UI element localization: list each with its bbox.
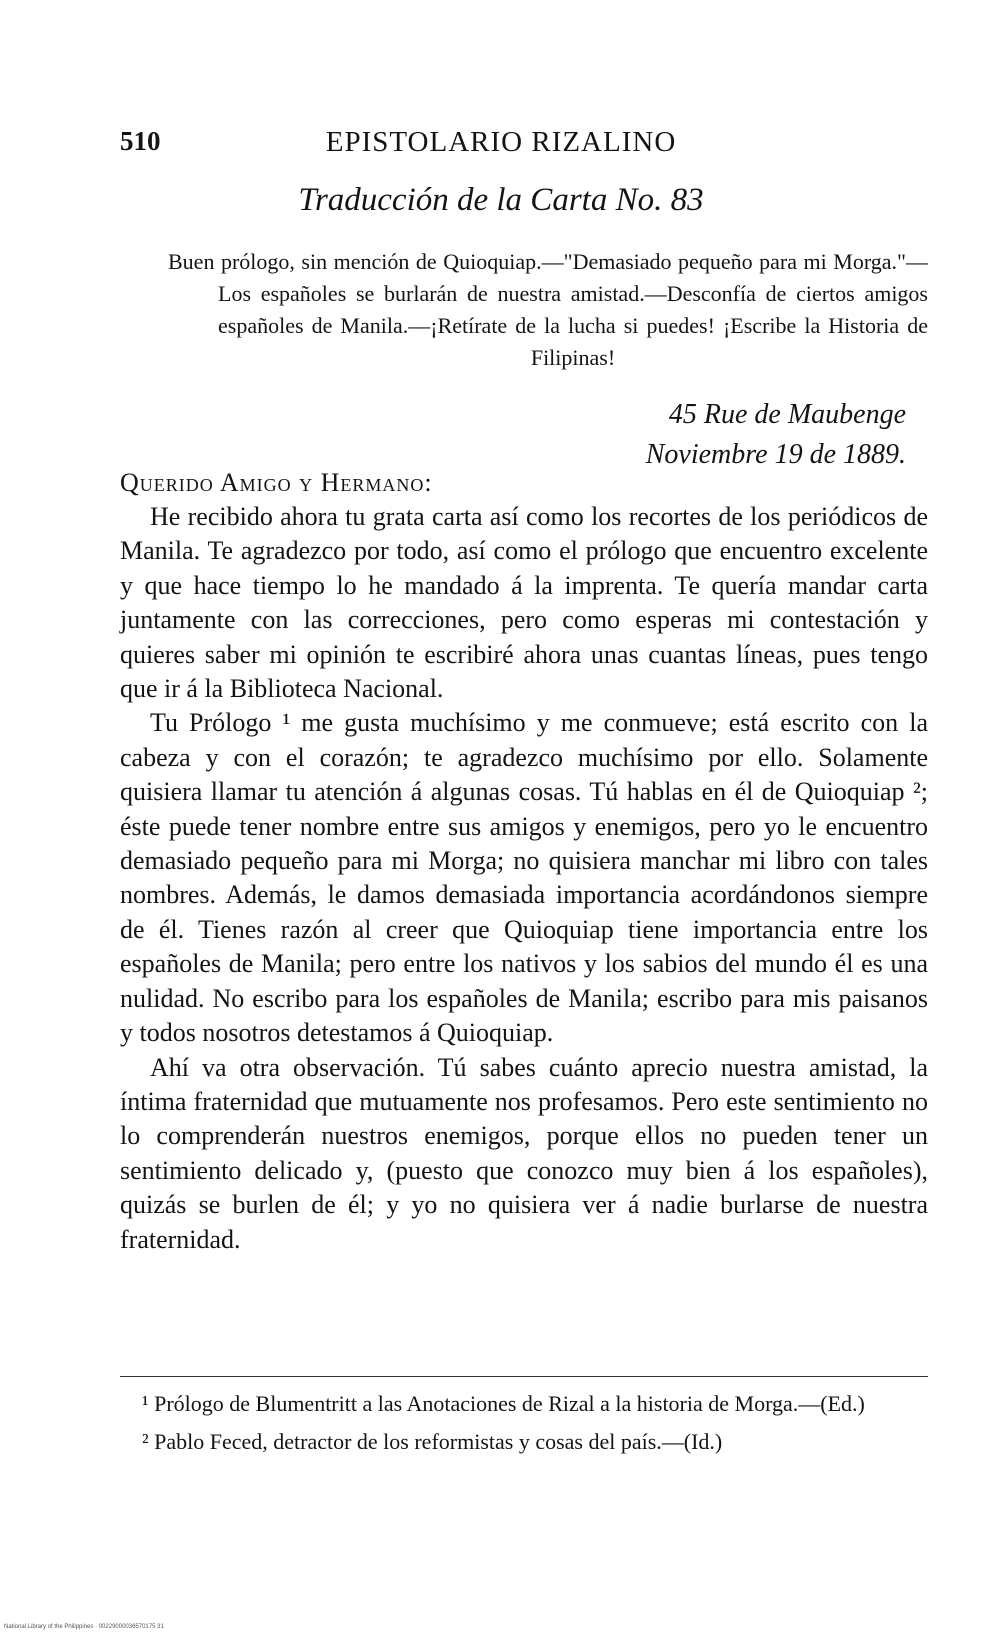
paragraph: He recibido ahora tu grata carta así como los recortes de los periódicos de Manila. Te agradezco por todo, así como el prólogo que encuentro excelente y que hace tiempo lo he mandado á la imprenta. Te quería mandar carta juntamente con las correcciones, pero como esperas mi contestación y quieres saber mi opinión te escribiré ahora unas cuantas líneas, pues tengo que ir á la Biblioteca Nacional.	[120, 502, 928, 704]
letter-summary: Buen prólogo, sin mención de Quioquiap.—"Demasiado pequeño para mi Morga."—Los españoles se burlarán de nuestra amistad.—Desconfía de ciertos amigos españoles de Manila.—¡Retírate de la lucha si puedes! ¡Escribe la Historia de Filipinas!	[168, 249, 928, 370]
paragraph: Tu Prólogo ¹ me gusta muchísimo y me conmueve; está escrito con la cabeza y con el corazón; te agradezco muchísimo por ello. Solamente quisiera llamar tu atención á algunas cosas. Tú hablas en él de Quioquiap ²; éste puede tener nombre entre sus amigos y enemigos, pero yo le encuentro demasiado pequeño para mi Morga; no quisiera manchar mi libro con tales nombres. Además, le damos demasiada importancia acordándonos siempre de él. Tienes razón al creer que Quioquiap tiene importancia entre los españoles de Manila; pero entre los nativos y los sabios del mundo él es una nulidad. No escribo para los españoles de Manila; escribo para mis paisanos y todos nosotros detestamos á Quioquiap.	[120, 708, 928, 1048]
scan-credit: National Library of the Philippines · 00229000036570175 31	[4, 1624, 164, 1630]
paragraph: Ahí va otra observación. Tú sabes cuánto aprecio nuestra amistad, la íntima fraternidad que mutuamente nos profesamos. Pero este sentimiento no lo comprenderán nuestros enemigos, porque ellos no pueden tener un sentimiento delicado y, (puesto que conozco muy bien á los españoles), quizás se burlen de él; y yo no quisiera ver á nadie burlarse de nuestra fraternidad.	[120, 1052, 928, 1254]
page-number: 510	[120, 126, 161, 156]
footnotes	[120, 1388, 928, 1464]
letter-body	[120, 500, 928, 1257]
address-street: 45 Rue de Maubenge	[668, 399, 906, 430]
letter-title: Traducción de la Carta No. 83	[298, 182, 704, 218]
footnote: ¹ Prólogo de Blumentritt a las Anotaciones de Rizal a la historia de Morga.—(Ed.)	[142, 1391, 865, 1416]
salutation: Querido Amigo y Hermano:	[120, 468, 433, 497]
footnote-divider	[120, 1376, 928, 1377]
address-date: Noviembre 19 de 1889.	[645, 439, 906, 470]
running-head	[120, 126, 882, 166]
book-title: EPISTOLARIO RIZALINO	[325, 126, 677, 158]
footnote: ² Pablo Feced, detractor de los reformistas y cosas del país.—(Id.)	[142, 1429, 723, 1454]
letter-address	[646, 395, 906, 475]
